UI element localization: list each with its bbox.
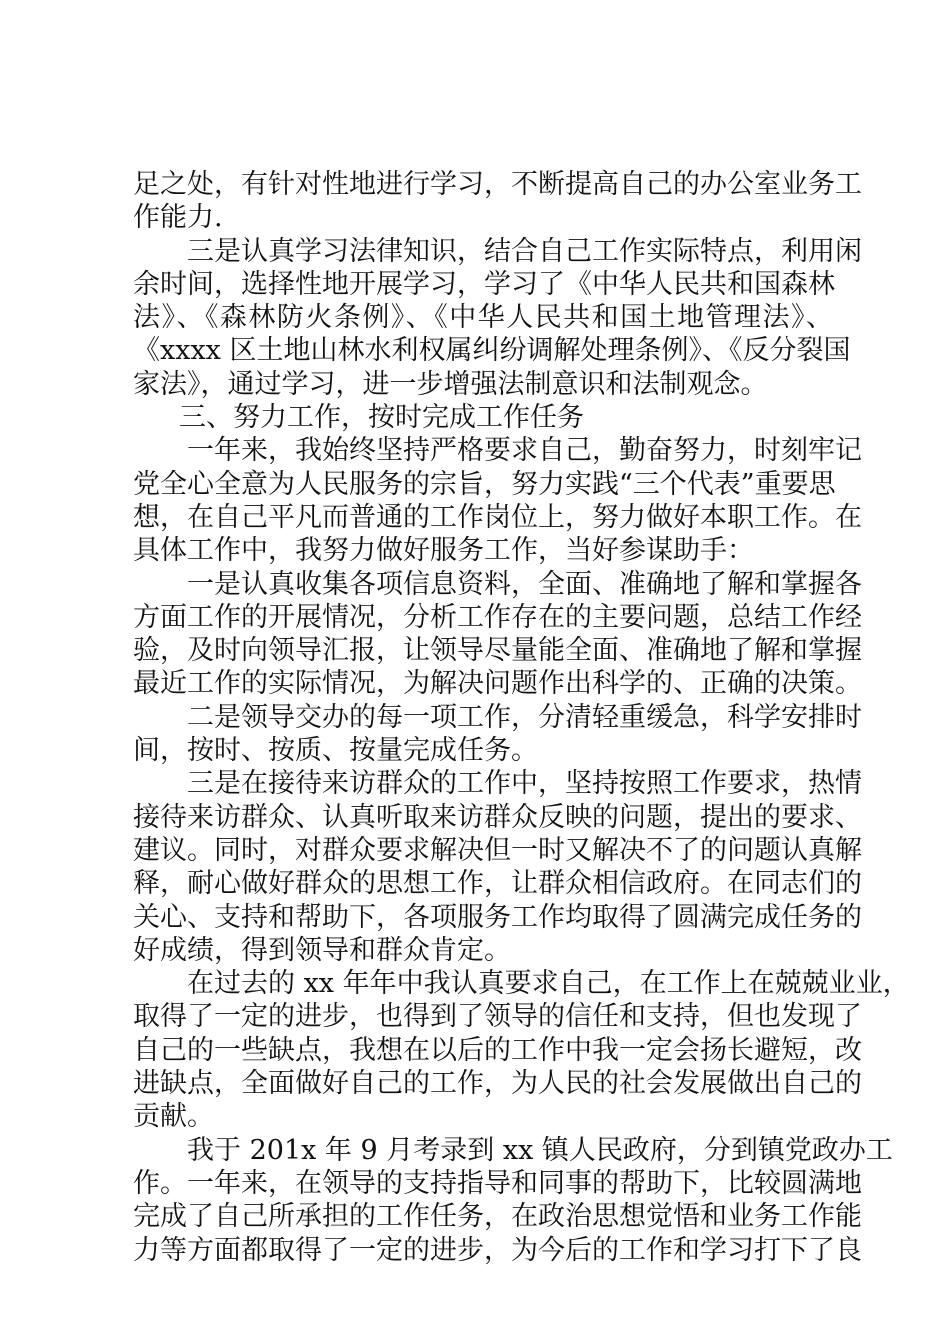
text-line: 足之处，有针对性地进行学习，不断提高自己的办公室业务工 (133, 169, 862, 200)
text-line: 三是认真学习法律知识，结合自己工作实际特点，利用闲 (187, 235, 862, 267)
text-line: 方面工作的开展情况，分析工作存在的主要问题，总结工作经 (133, 601, 862, 633)
text-line: 好成绩，得到领导和群众肯定。 (133, 934, 511, 966)
text-line: 取得了一定的进步，也得到了领导的信任和支持，但也发现了 (133, 1001, 862, 1033)
text-line: 贡献。 (133, 1101, 214, 1133)
text-line: 自己的一些缺点，我想在以后的工作中我一定会扬长避短，改 (133, 1034, 862, 1066)
text-line: 二是领导交办的每一项工作，分清轻重缓急，科学安排时 (187, 701, 862, 733)
text-line: 想，在自己平凡而普通的工作岗位上，努力做好本职工作。在 (133, 501, 862, 533)
text-line: 具体工作中，我努力做好服务工作，当好参谋助手： (133, 535, 754, 567)
text-line: 验，及时向领导汇报，让领导尽量能全面、准确地了解和掌握 (133, 635, 862, 667)
text-line: 关心、支持和帮助下，各项服务工作均取得了圆满完成任务的 (133, 901, 862, 933)
text-line: 力等方面都取得了一定的进步，为今后的工作和学习打下了良 (133, 1234, 862, 1266)
text-line: 在过去的 xx 年年中我认真要求自己，在工作上在兢兢业业， (187, 968, 910, 1000)
text-line: 一年来，我始终坚持严格要求自己，勤奋努力，时刻牢记 (187, 435, 862, 467)
text-line: 间，按时、按质、按量完成任务。 (133, 735, 538, 767)
text-line: 进缺点，全面做好自己的工作，为人民的社会发展做出自己的 (133, 1068, 862, 1100)
text-line: 建议。同时，对群众要求解决但一时又解决不了的问题认真解 (133, 834, 862, 866)
text-line: 作能力. (133, 202, 223, 234)
section-heading: 三、努力工作，按时完成工作任务 (179, 402, 584, 434)
text-line: 接待来访群众、认真听取来访群众反映的问题，提出的要求、 (133, 801, 862, 833)
text-line: 党全心全意为人民服务的宗旨，努力实践“三个代表”重要思 (133, 468, 836, 500)
text-line: 我于 201x 年 9 月考录到 xx 镇人民政府，分到镇党政办工 (187, 1134, 893, 1166)
text-line: 余时间，选择性地开展学习，学习了《中华人民共和国森林 (133, 268, 835, 300)
text-line: 一是认真收集各项信息资料，全面、准确地了解和掌握各 (187, 568, 862, 600)
document-body (133, 168, 910, 1267)
text-line: 三是在接待来访群众的工作中，坚持按照工作要求，热情 (187, 768, 862, 800)
text-line: 法》、《森林防火条例》、《中华人民共和国土地管理法》、 (133, 302, 833, 334)
text-line: 《xxxx 区土地山林水利权属纠纷调解处理条例》、《反分裂国 (133, 335, 851, 367)
text-line: 家法》，通过学习，进一步增强法制意识和法制观念。 (133, 368, 768, 400)
text-line: 作。一年来，在领导的支持指导和同事的帮助下，比较圆满地 (133, 1167, 862, 1199)
text-line: 最近工作的实际情况，为解决问题作出科学的、正确的决策。 (133, 668, 862, 700)
text-line: 完成了自己所承担的工作任务，在政治思想觉悟和业务工作能 (133, 1201, 862, 1233)
text-line: 释，耐心做好群众的思想工作，让群众相信政府。在同志们的 (133, 868, 862, 900)
